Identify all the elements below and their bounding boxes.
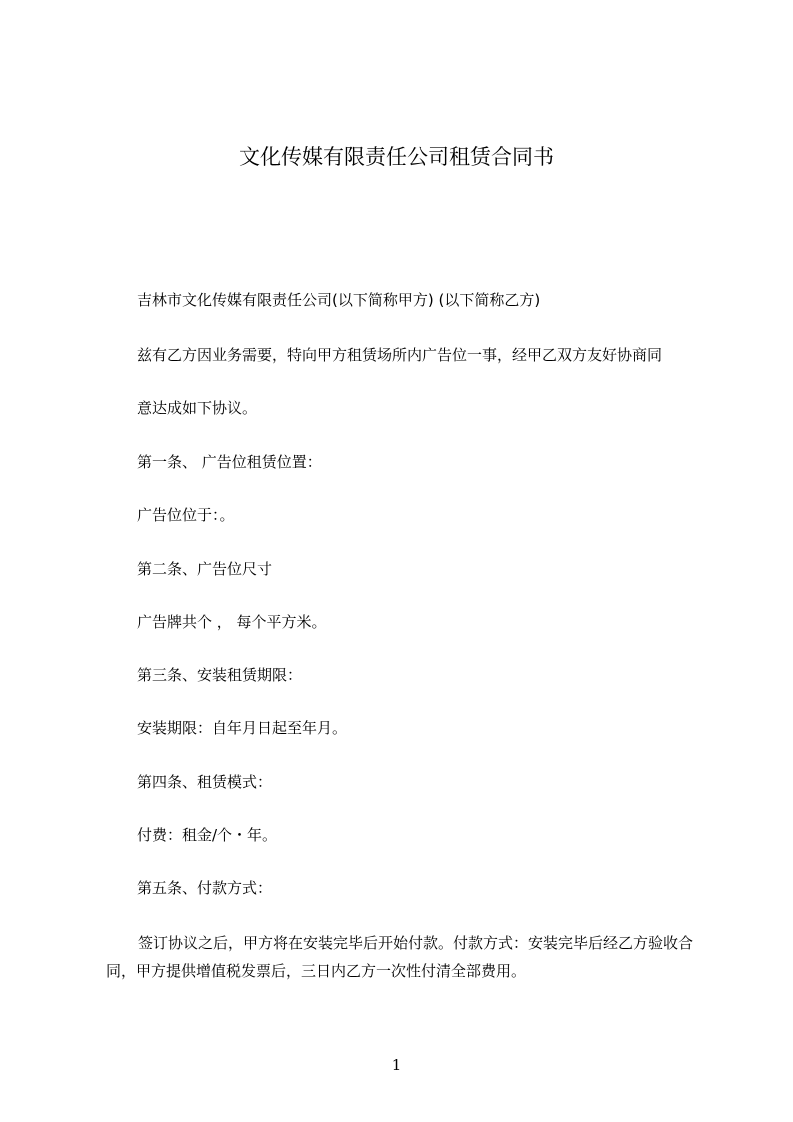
page-number: 1	[391, 1056, 402, 1074]
article-5-body: 签订协议之后，甲方将在安装完毕后开始付款。付款方式：安装完毕后经乙方验收合同，甲方提供增值税发票后，三日内乙方一次性付清全部费用。	[106, 934, 694, 980]
document-title: 文化传媒有限责任公司租赁合同书	[239, 145, 554, 169]
article-5-heading: 第五条、付款方式：	[137, 879, 273, 897]
article-1-body: 广告位位于：。	[137, 506, 235, 524]
article-2-body: 广告牌共个 ， 每个平方米。	[137, 613, 327, 631]
article-3-heading: 第三条、安装租赁期限：	[137, 666, 303, 684]
preamble-line-2: 意达成如下协议。	[137, 399, 258, 417]
article-3-body: 安装期限：自年月日起至年月。	[137, 719, 348, 737]
party-line: 吉林市文化传媒有限责任公司(以下简称甲方) (以下简称乙方)	[137, 291, 541, 309]
article-1-heading: 第一条、 广告位租赁位置：	[137, 453, 322, 471]
article-2-heading: 第二条、广告位尺寸	[137, 560, 273, 578]
article-4-body: 付费：租金/个・年。	[137, 826, 278, 844]
article-4-heading: 第四条、租赁模式：	[137, 773, 273, 791]
preamble-line-1: 兹有乙方因业务需要，特向甲方租赁场所内广告位一事，经甲乙双方友好协商同	[137, 346, 663, 364]
